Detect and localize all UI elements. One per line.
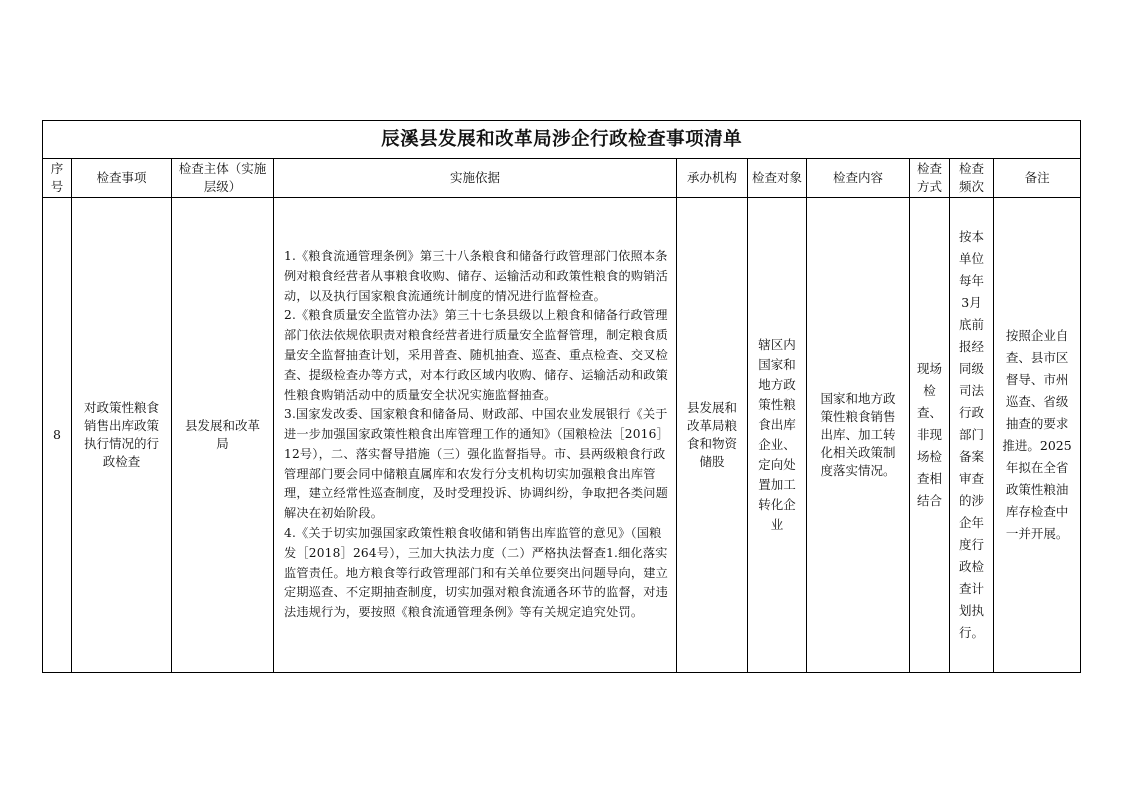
cell-target: 辖区内国家和地方政策性粮食出库企业、定向处置加工转化企业 [748, 198, 807, 673]
basis-paragraph-2: 2.《粮食质量安全监管办法》第三十七条县级以上粮食和储备行政管理部门依法依规依职责对粮食经营者进行质量安全监督管理，制定粮食质量安全监督抽查计划，采用普查、随机抽查、巡查、重点检查、交叉检查、提级检查办等方式，对本行政区域内收购、储存、运输活动和政策性粮食购销活动中的质量安全状况实施监督抽查。 [284, 308, 669, 402]
header-item: 检查事项 [72, 159, 172, 198]
header-subject: 检查主体（实施层级） [172, 159, 274, 198]
cell-frequency: 按本单位每年3月底前报经同级司法行政部门备案审查的涉企年度行政检查计划执行。 [950, 198, 994, 673]
header-frequency: 检查频次 [950, 159, 994, 198]
cell-office: 县发展和改革局粮食和物资储股 [677, 198, 748, 673]
header-remark: 备注 [994, 159, 1081, 198]
header-method: 检查方式 [910, 159, 950, 198]
cell-method: 现场检查、非现场检查相结合 [910, 198, 950, 673]
basis-paragraph-4: 4.《关于切实加强国家政策性粮食收储和销售出库监管的意见》（国粮发［2018］264号），三加大执法力度（二）严格执法督查1.细化落实监管责任。地方粮食等行政管理部门和有关单位要突出问题导向，建立定期巡查、不定期抽查制度，切实加强对粮食流通各环节的监督，对违法违规行为，要按照《粮食流通管理条例》等有关规定追究处罚。 [284, 526, 669, 620]
header-office: 承办机构 [677, 159, 748, 198]
header-target: 检查对象 [748, 159, 807, 198]
cell-item: 对政策性粮食销售出库政策执行情况的行政检查 [72, 198, 172, 673]
document-title: 辰溪县发展和改革局涉企行政检查事项清单 [43, 121, 1081, 159]
cell-remark: 按照企业自查、县市区督导、市州巡查、省级抽查的要求推进。2025年拟在全省政策性粮油库存检查中一并开展。 [994, 198, 1081, 673]
header-content: 检查内容 [807, 159, 910, 198]
cell-content: 国家和地方政策性粮食销售出库、加工转化相关政策制度落实情况。 [807, 198, 910, 673]
inspection-table [42, 120, 1081, 673]
table-row [43, 198, 1081, 673]
header-seq: 序号 [43, 159, 72, 198]
cell-subject: 县发展和改革局 [172, 198, 274, 673]
basis-paragraph-1: 1.《粮食流通管理条例》第三十八条粮食和储备行政管理部门依照本条例对粮食经营者从事粮食收购、储存、运输活动和政策性粮食的购销活动，以及执行国家粮食流通统计制度的情况进行监督检查。 [284, 248, 669, 303]
cell-basis [274, 198, 677, 673]
header-basis: 实施依据 [274, 159, 677, 198]
cell-seq: 8 [43, 198, 72, 673]
basis-paragraph-3: 3.国家发改委、国家粮食和储备局、财政部、中国农业发展银行《关于进一步加强国家政策性粮食出库管理工作的通知》（国粮检法［2016］12号），二、落实督导措施（三）强化监督指导。市、县两级粮食行政管理部门要会同中储粮直属库和农发行分支机构切实加强粮食出库管理，建立经常性巡查制度，及时受理投诉、协调纠纷，争取把各类问题解决在初始阶段。 [284, 407, 669, 521]
